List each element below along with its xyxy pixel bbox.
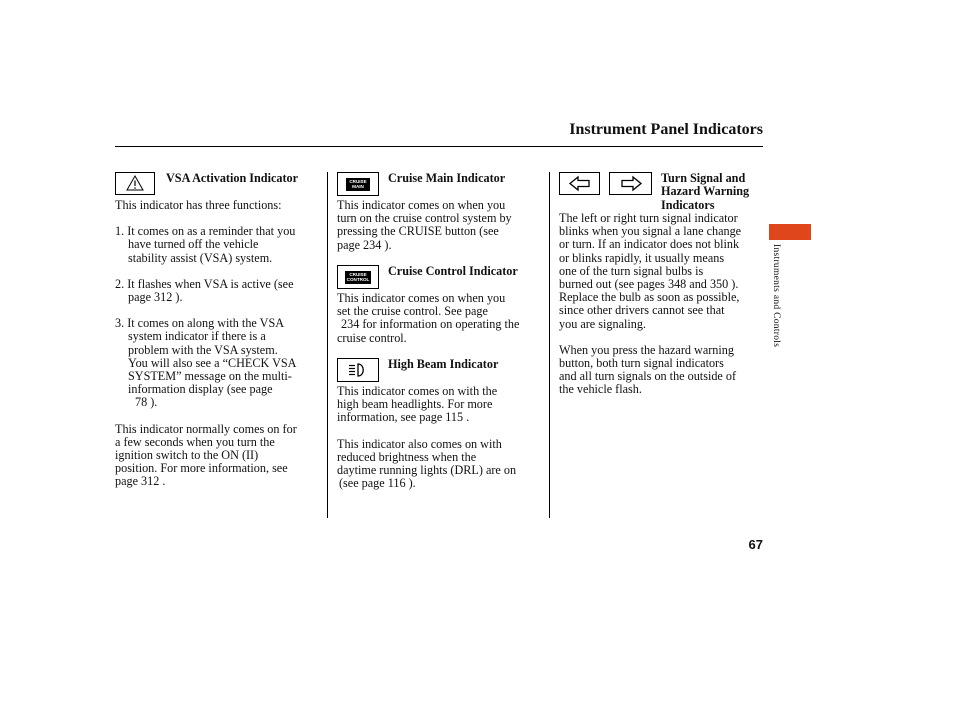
cruise-control-icon: CRUISE CONTROL [346,272,370,282]
vsa-intro: This indicator has three functions: [115,198,282,212]
vsa-closing: This indicator normally comes on for a few seconds when you turn the ignition switch to the ON (II) position. For more information, see page 312 . [115,421,297,489]
vsa-heading: VSA Activation Indicator [166,171,299,185]
turn-signal-body: The left or right turn signal indicator blinks when you signal a lane change or turn. If an indicator does not blink or blinks rapidly, it usually means one of the turn signal bulbs is burned out (see pages 348 and 350 ). Replace the bulb as soon as possible, since other drivers cannot see that you are signaling. When you press the hazard warning button, both turn signal indicators and all turn signals on the outside of the vehicle flash. [559,211,742,397]
right-arrow-icon [610,173,651,194]
left-arrow-icon [560,173,599,194]
cruise-main-icon-box [337,172,379,196]
warning-triangle-icon [116,173,154,194]
column-divider [327,172,328,518]
header-rule [115,146,763,147]
turn-signal-heading: Turn Signal and Hazard Warning Indicators [661,171,750,212]
section-side-label: Instruments and Controls [771,244,781,348]
high-beam-body: This indicator comes on with the high beam headlights. For more information, see page 115 . This indicator also comes on with reduced brightness when the daytime running lights (DRL) are on (see page 116 ). [337,384,517,491]
high-beam-heading: High Beam Indicator [388,357,499,371]
page-number: 67 [748,537,763,552]
section-tab [769,224,811,240]
vsa-item-2: 2. It flashes when VSA is active (see page 312 ). [115,276,294,305]
right-turn-icon-box [609,172,652,195]
cruise-control-body: This indicator comes on when you set the cruise control. See page 234 for information on operating the cruise control. [337,291,520,345]
cruise-main-heading: Cruise Main Indicator [388,171,506,185]
vsa-item-3: 3. It comes on along with the VSA system indicator if there is a problem with the VSA system. You will also see a “CHECK VSA SYSTEM” message on the multi- information display (see page 78 ). [115,316,297,410]
cruise-control-heading: Cruise Control Indicator [388,264,518,278]
cruise-main-icon: CRUISE MAIN [346,178,370,191]
left-turn-icon-box [559,172,600,195]
high-beam-icon [338,359,378,381]
vsa-body [115,199,325,489]
vsa-item-1: 1. It comes on as a reminder that you have turned off the vehicle stability assist (VSA) system. [115,224,296,265]
cruise-control-icon-box [337,265,379,289]
cruise-main-body: This indicator comes on when you turn on the cruise control system by pressing the CRUISE button (see page 234 ). [337,198,512,252]
vsa-indicator-icon-box [115,172,155,195]
high-beam-icon-box [337,358,379,382]
column-divider [549,172,550,518]
page-title: Instrument Panel Indicators [569,121,763,138]
